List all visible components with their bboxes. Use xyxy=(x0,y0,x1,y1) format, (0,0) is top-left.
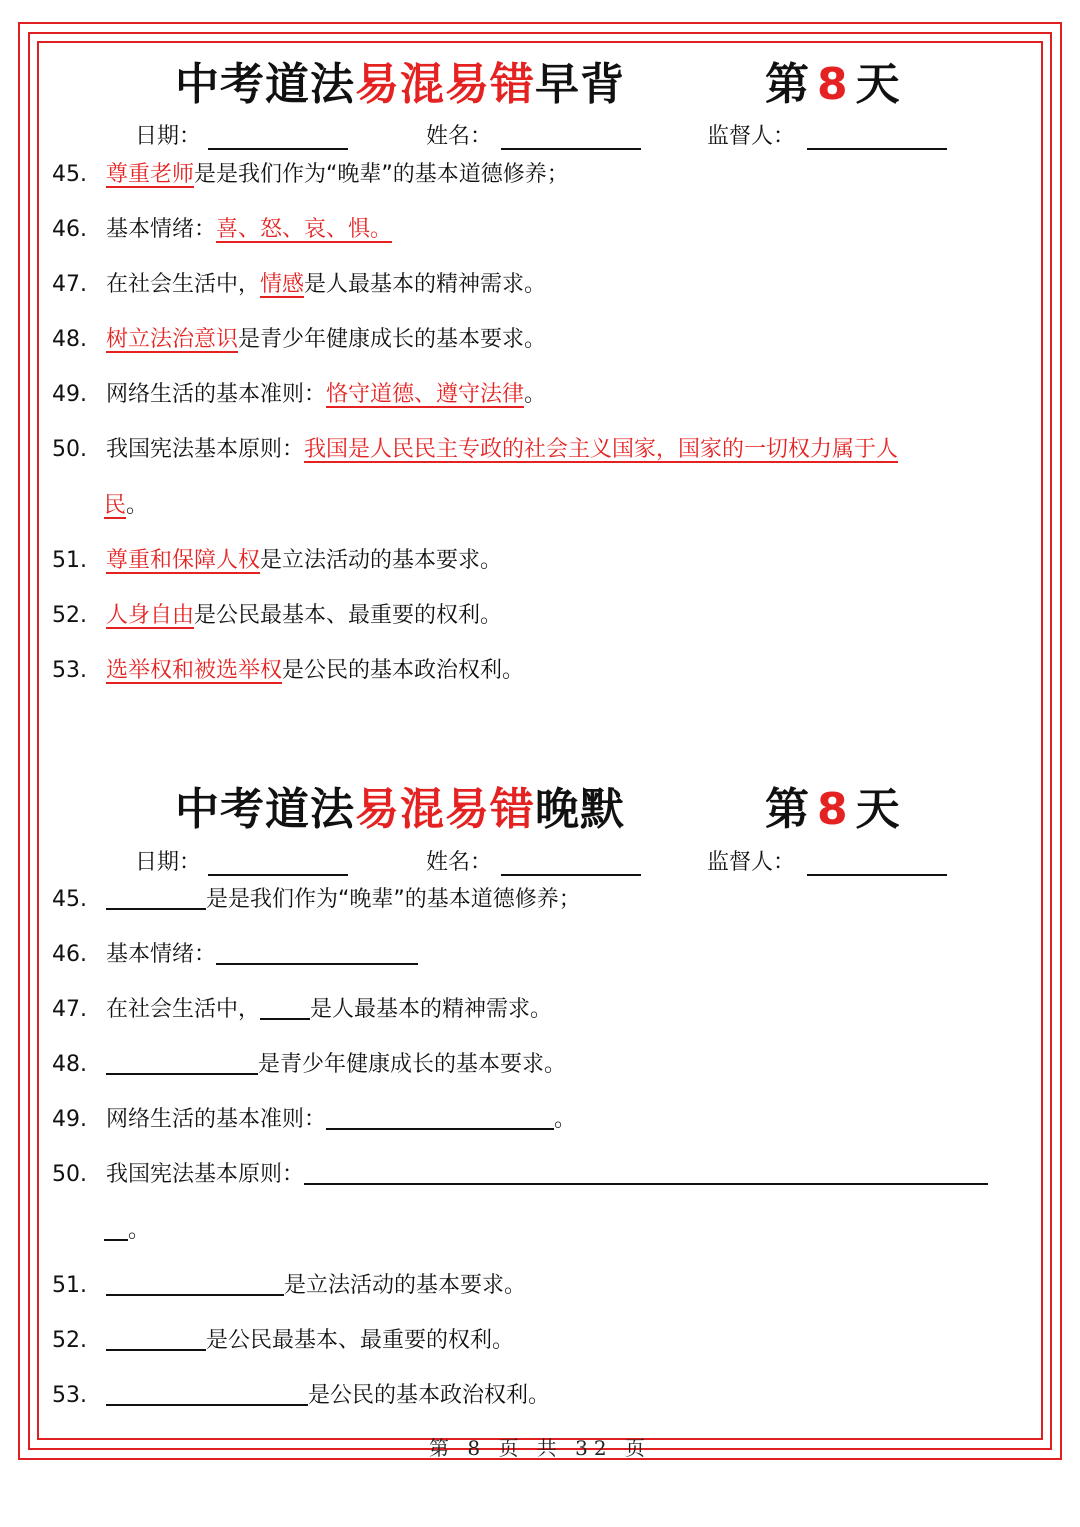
evening-title-suffix: 晚默 xyxy=(535,784,625,835)
item-text: 是公民的基本政治权利。 xyxy=(308,1383,551,1408)
evening-name-label: 姓名： xyxy=(426,850,493,875)
item-number: 45. xyxy=(52,887,87,912)
evening-info-row xyxy=(0,848,1080,878)
answer-text: 人身自由 xyxy=(106,603,195,628)
morning-supervisor-field[interactable] xyxy=(807,148,947,150)
answer-text: 恪守道德、遵守法律 xyxy=(326,382,525,407)
answer-text: 尊重老师 xyxy=(106,162,195,187)
morning-item-45 xyxy=(52,158,569,192)
item-number: 46. xyxy=(52,217,87,242)
page-footer xyxy=(0,1432,1080,1461)
item-text: 在社会生活中， xyxy=(106,272,261,297)
item-text: 是公民最基本、最重要的权利。 xyxy=(194,603,503,628)
item-number: 50. xyxy=(52,1162,87,1187)
item-text: 是是我们作为“晚辈”的基本道德修养； xyxy=(194,162,569,187)
evening-date-label: 日期： xyxy=(135,850,202,875)
blank-field[interactable] xyxy=(106,1382,308,1406)
answer-text: 树立法治意识 xyxy=(106,327,239,352)
evening-item-48 xyxy=(52,1048,566,1082)
item-number: 49. xyxy=(52,382,87,407)
answer-text: 尊重和保障人权 xyxy=(106,548,261,573)
blank-field[interactable] xyxy=(106,1272,284,1296)
item-text: 网络生活的基本准则： xyxy=(106,1107,327,1132)
item-text: 网络生活的基本准则： xyxy=(106,382,327,407)
item-number: 52. xyxy=(52,1328,87,1353)
item-text: 基本情绪： xyxy=(106,942,217,967)
morning-name-label: 姓名： xyxy=(426,124,493,149)
blank-field[interactable] xyxy=(106,1327,206,1351)
evening-day-suffix: 天 xyxy=(855,784,900,835)
answer-text: 喜、怒、哀、惧。 xyxy=(216,217,393,242)
evening-day-label xyxy=(765,780,900,840)
morning-item-48 xyxy=(52,323,546,357)
morning-item-50 xyxy=(52,433,898,467)
item-text: 我国宪法基本原则： xyxy=(106,1162,305,1187)
page-border-inner xyxy=(37,41,1043,1440)
morning-title-row xyxy=(0,55,1080,115)
morning-item-46 xyxy=(52,213,392,247)
evening-supervisor-label: 监督人： xyxy=(707,850,796,875)
answer-text: 选举权和被选举权 xyxy=(106,658,283,683)
evening-item-50-continued xyxy=(104,1214,150,1248)
evening-item-45 xyxy=(52,883,581,917)
blank-field[interactable] xyxy=(104,1217,128,1241)
item-number: 51. xyxy=(52,548,87,573)
item-text: 。 xyxy=(126,493,149,518)
item-number: 47. xyxy=(52,272,87,297)
blank-field[interactable] xyxy=(216,941,418,965)
morning-title-highlight: 易混易错 xyxy=(355,59,535,110)
answer-text: 民 xyxy=(104,493,127,518)
item-text: 是人最基本的精神需求。 xyxy=(304,272,547,297)
morning-item-50-continued xyxy=(104,489,148,523)
item-number: 53. xyxy=(52,1383,87,1408)
blank-field[interactable] xyxy=(106,886,206,910)
item-text: 是立法活动的基本要求。 xyxy=(260,548,503,573)
morning-item-51 xyxy=(52,544,502,578)
evening-title-row xyxy=(0,780,1080,840)
evening-item-46 xyxy=(52,938,418,972)
evening-title-highlight: 易混易错 xyxy=(355,784,535,835)
item-number: 50. xyxy=(52,437,87,462)
evening-day-number: 8 xyxy=(817,784,848,835)
item-number: 48. xyxy=(52,1052,87,1077)
evening-title xyxy=(175,780,625,840)
evening-item-50 xyxy=(52,1158,988,1192)
item-text: 是立法活动的基本要求。 xyxy=(284,1273,527,1298)
answer-text: 情感 xyxy=(260,272,305,297)
item-text: 基本情绪： xyxy=(106,217,217,242)
item-text: 是是我们作为“晚辈”的基本道德修养； xyxy=(206,887,581,912)
item-number: 48. xyxy=(52,327,87,352)
item-number: 45. xyxy=(52,162,87,187)
evening-item-52 xyxy=(52,1324,514,1358)
morning-item-47 xyxy=(52,268,546,302)
morning-title xyxy=(175,55,625,115)
morning-name-field[interactable] xyxy=(501,148,641,150)
morning-date-field[interactable] xyxy=(208,148,348,150)
item-text: 是青少年健康成长的基本要求。 xyxy=(238,327,547,352)
item-text: 。 xyxy=(554,1107,577,1132)
item-text: 是青少年健康成长的基本要求。 xyxy=(258,1052,567,1077)
evening-date-field[interactable] xyxy=(208,874,348,876)
page-number-text: 第 8 页 共 32 页 xyxy=(429,1436,651,1460)
morning-title-suffix: 早背 xyxy=(535,59,625,110)
morning-info-row xyxy=(0,122,1080,152)
evening-supervisor-field[interactable] xyxy=(807,874,947,876)
evening-name-field[interactable] xyxy=(501,874,641,876)
item-text: 我国宪法基本原则： xyxy=(106,437,305,462)
item-number: 47. xyxy=(52,997,87,1022)
evening-item-47 xyxy=(52,993,552,1027)
item-number: 52. xyxy=(52,603,87,628)
morning-title-prefix: 中考道法 xyxy=(175,59,355,110)
blank-field[interactable] xyxy=(106,1051,258,1075)
item-text: 是人最基本的精神需求。 xyxy=(310,997,553,1022)
morning-date-label: 日期： xyxy=(135,124,202,149)
morning-item-52 xyxy=(52,599,502,633)
morning-item-53 xyxy=(52,654,524,688)
evening-title-prefix: 中考道法 xyxy=(175,784,355,835)
item-number: 46. xyxy=(52,942,87,967)
item-text: 在社会生活中， xyxy=(106,997,261,1022)
item-text: 。 xyxy=(128,1218,151,1243)
morning-day-suffix: 天 xyxy=(855,59,900,110)
item-number: 53. xyxy=(52,658,87,683)
blank-field[interactable] xyxy=(326,1106,554,1130)
morning-day-prefix: 第 xyxy=(765,59,809,110)
morning-day-number: 8 xyxy=(817,59,848,110)
evening-item-49 xyxy=(52,1103,576,1137)
morning-supervisor-label: 监督人： xyxy=(707,124,796,149)
item-text: 是公民最基本、最重要的权利。 xyxy=(206,1328,515,1353)
morning-day-label xyxy=(765,55,900,115)
item-number: 49. xyxy=(52,1107,87,1132)
evening-item-51 xyxy=(52,1269,526,1303)
blank-field[interactable] xyxy=(260,996,310,1020)
item-text: 。 xyxy=(524,382,547,407)
item-text: 是公民的基本政治权利。 xyxy=(282,658,525,683)
answer-text: 我国是人民民主专政的社会主义国家，国家的一切权力属于人 xyxy=(304,437,899,462)
morning-item-49 xyxy=(52,378,546,412)
item-number: 51. xyxy=(52,1273,87,1298)
evening-day-prefix: 第 xyxy=(765,784,809,835)
blank-field[interactable] xyxy=(304,1161,988,1185)
evening-item-53 xyxy=(52,1379,550,1413)
